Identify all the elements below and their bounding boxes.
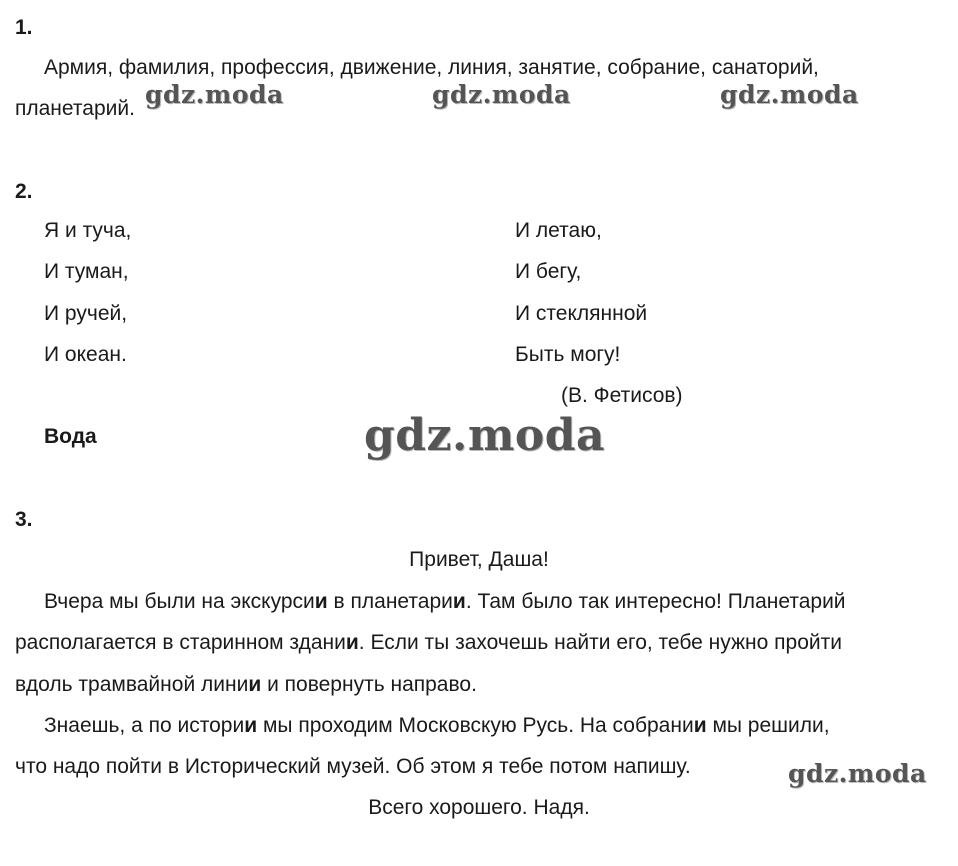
highlighted-ending: и (314, 590, 328, 613)
task-1-number: 1. (15, 16, 33, 39)
watermark: gdz.moda (788, 759, 927, 788)
letter-text: располагается в старинном здани (15, 631, 346, 654)
task-1-line-2: планетарий. (15, 97, 135, 120)
poem-author: (В. Фетисов) (561, 384, 683, 407)
task-3-number: 3. (15, 508, 33, 531)
poem-left-line: И ручей, (44, 302, 128, 325)
watermark: gdz.moda (364, 410, 606, 461)
letter-text: в планетари (327, 590, 453, 613)
poem-left-line: И туман, (44, 260, 129, 283)
letter-text: . Там было так интересно! Планетарий (465, 590, 846, 613)
letter-text: Знаешь, а по истори (44, 714, 245, 737)
watermark: gdz.moda (720, 80, 859, 109)
highlighted-ending: и (345, 631, 359, 654)
task-1-line-1: Армия, фамилия, профессия, движение, линия, занятие, собрание, санаторий, (44, 56, 819, 79)
letter-text: и повернуть направо. (261, 673, 477, 696)
highlighted-ending: и (452, 590, 466, 613)
poem-right-line: И бегу, (515, 260, 582, 283)
letter-paragraph-1-line (15, 631, 842, 655)
letter-text: мы решили, (706, 714, 830, 737)
highlighted-ending: и (248, 673, 262, 696)
letter-closing: Всего хорошего. Надя. (368, 796, 590, 819)
poem-right-line: Быть могу! (515, 343, 621, 366)
letter-paragraph-1-line (15, 673, 477, 697)
poem-right-line: И стеклянной (515, 302, 648, 325)
letter-text: что надо пойти в Исторический музей. Об этом я тебе потом напишу. (15, 755, 691, 778)
letter-paragraph-1-line (44, 590, 846, 614)
highlighted-ending: и (244, 714, 258, 737)
letter-text: Вчера мы были на экскурси (44, 590, 315, 613)
letter-text: . Если ты захочешь найти его, тебе нужно пройти (358, 631, 842, 654)
letter-paragraph-2-line (15, 755, 691, 779)
poem-left-line: И океан. (44, 343, 127, 366)
letter-text: мы проходим Московскую Русь. На собрани (257, 714, 694, 737)
watermark: gdz.moda (432, 80, 571, 109)
poem-right-line: И летаю, (515, 219, 602, 242)
watermark: gdz.moda (145, 80, 284, 109)
letter-greeting: Привет, Даша! (409, 548, 549, 571)
letter-paragraph-2-line (44, 714, 830, 738)
riddle-answer: Вода (44, 425, 97, 448)
poem-left-line: Я и туча, (44, 219, 132, 242)
task-2-number: 2. (15, 180, 33, 203)
highlighted-ending: и (693, 714, 707, 737)
letter-text: вдоль трамвайной лини (15, 673, 249, 696)
